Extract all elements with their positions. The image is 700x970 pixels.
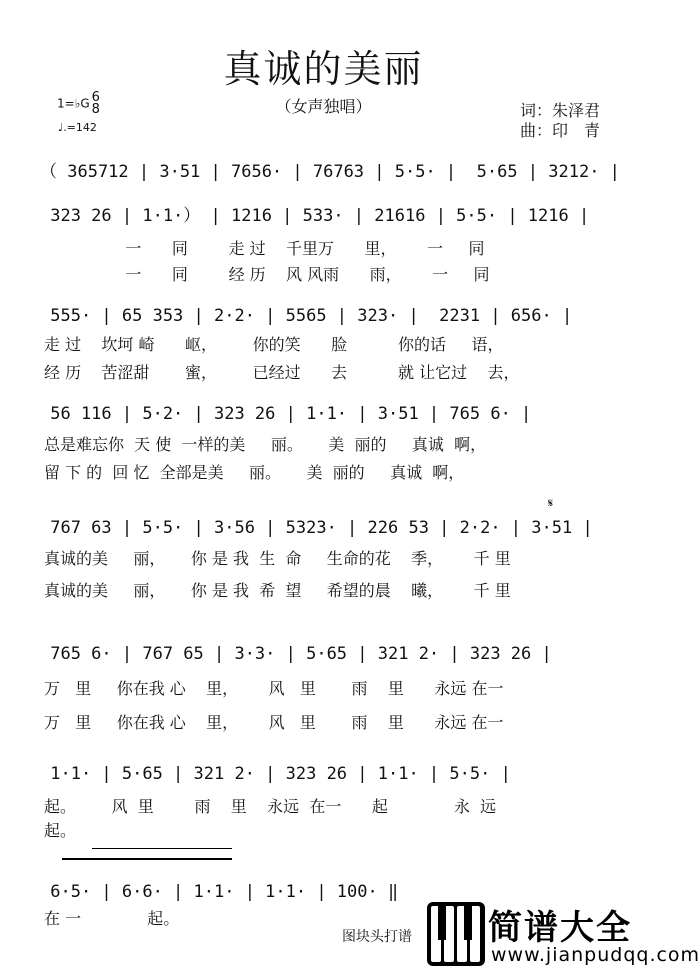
slur-rule (62, 858, 232, 860)
lyric-line-verse-2: 一 同 经 历 风 风雨 雨， 一 同 (44, 265, 490, 284)
notation-line: 1·1· | 5·65 | 321 2· | 323 26 | 1·1· | 5·5· | (40, 764, 511, 784)
notation-line: 323 26 | 1·1·） | 1216 | 533· | 21616 | 5·5· | 1216 | (40, 206, 590, 226)
lyric-line-verse-1: 起。 风 里 雨 里 永远 在一 起 永 远 (44, 797, 497, 816)
notation-line: 767 63 | 5·5· | 3·56 | 5323· | 226 53 | 2·2· | 3·51 | (40, 518, 593, 538)
lyric-line-verse-1: 总是难忘你 天 使 一样的美 丽。 美 丽的 真诚 啊， (44, 435, 487, 454)
notation-line: 765 6· | 767 65 | 3·3· | 5·65 | 321 2· | 323 26 | (40, 644, 552, 664)
time-signature (92, 92, 100, 116)
score-row-6 (40, 642, 640, 664)
site-watermark (425, 900, 700, 970)
watermark-url: www.jianpudqq.com (491, 944, 700, 966)
time-bottom: 8 (91, 102, 100, 117)
key-prefix: 1= (57, 96, 75, 111)
notation-line: （ 365712 | 3·51 | 7656· | 76763 | 5·5· | 5·65 | 3212· | (40, 162, 620, 182)
score-row-7 (40, 762, 640, 784)
segno-sign: 𝄋 (548, 496, 554, 510)
lyricist-credit: 词：朱泽君 (520, 101, 601, 120)
slur-rule (92, 848, 232, 849)
score-row-4 (40, 402, 640, 424)
lyric-line-verse-2: 经 历 苦涩甜 蜜， 已经过 去 就 让它过 去， (44, 363, 520, 382)
score-row-1 (40, 160, 640, 182)
typesetter-caption: 图块头打谱 (342, 929, 412, 945)
lyric-line-verse-1: 在 一 起。 (44, 909, 180, 928)
notation-line: 6·5· | 6·6· | 1·1· | 1·1· | 100· ‖ (40, 882, 399, 902)
piano-keys-icon (427, 902, 485, 966)
score-row-5 (40, 516, 640, 538)
lyric-line-verse-1: 一 同 走 过 千里万 里， 一 同 (44, 239, 485, 258)
key-accidental: ♭G (74, 96, 90, 111)
time-top: 6 (91, 90, 100, 105)
lyric-line-verse-2: 万 里 你在我 心 里， 风 里 雨 里 永远 在一 (44, 713, 504, 732)
lyric-line-verse-1: 走 过 坎坷 崎 岖， 你的笑 脸 你的话 语， (44, 335, 504, 354)
lyric-line-verse-2: 留 下 的 回 忆 全部是美 丽。 美 丽的 真诚 啊， (44, 463, 465, 482)
notation-line: 555· | 65 353 | 2·2· | 5565 | 323· | 2231 | 656· | (40, 306, 573, 326)
tempo-marking: ♩.=142 (58, 121, 97, 134)
watermark-brand: 简谱大全 (488, 908, 632, 948)
lyric-line-verse-1: 真诚的美 丽， 你 是 我 生 命 生命的花 季， 千 里 (44, 549, 511, 568)
score-row-8 (40, 880, 640, 902)
lyric-line-verse-2: 起。 (44, 821, 77, 840)
key-signature (57, 92, 100, 116)
score-row-3 (40, 304, 640, 326)
lyric-line-verse-1: 万 里 你在我 心 里， 风 里 雨 里 永远 在一 (44, 679, 504, 698)
song-title: 真诚的美丽 (223, 47, 424, 91)
lyric-line-verse-2: 真诚的美 丽， 你 是 我 希 望 希望的晨 曦， 千 里 (44, 581, 511, 600)
score-row-2 (40, 204, 640, 226)
notation-line: 56 116 | 5·2· | 323 26 | 1·1· | 3·51 | 765 6· | (40, 404, 532, 424)
song-subtitle: （女声独唱） (275, 97, 372, 116)
composer-credit: 曲：印 青 (520, 121, 601, 140)
